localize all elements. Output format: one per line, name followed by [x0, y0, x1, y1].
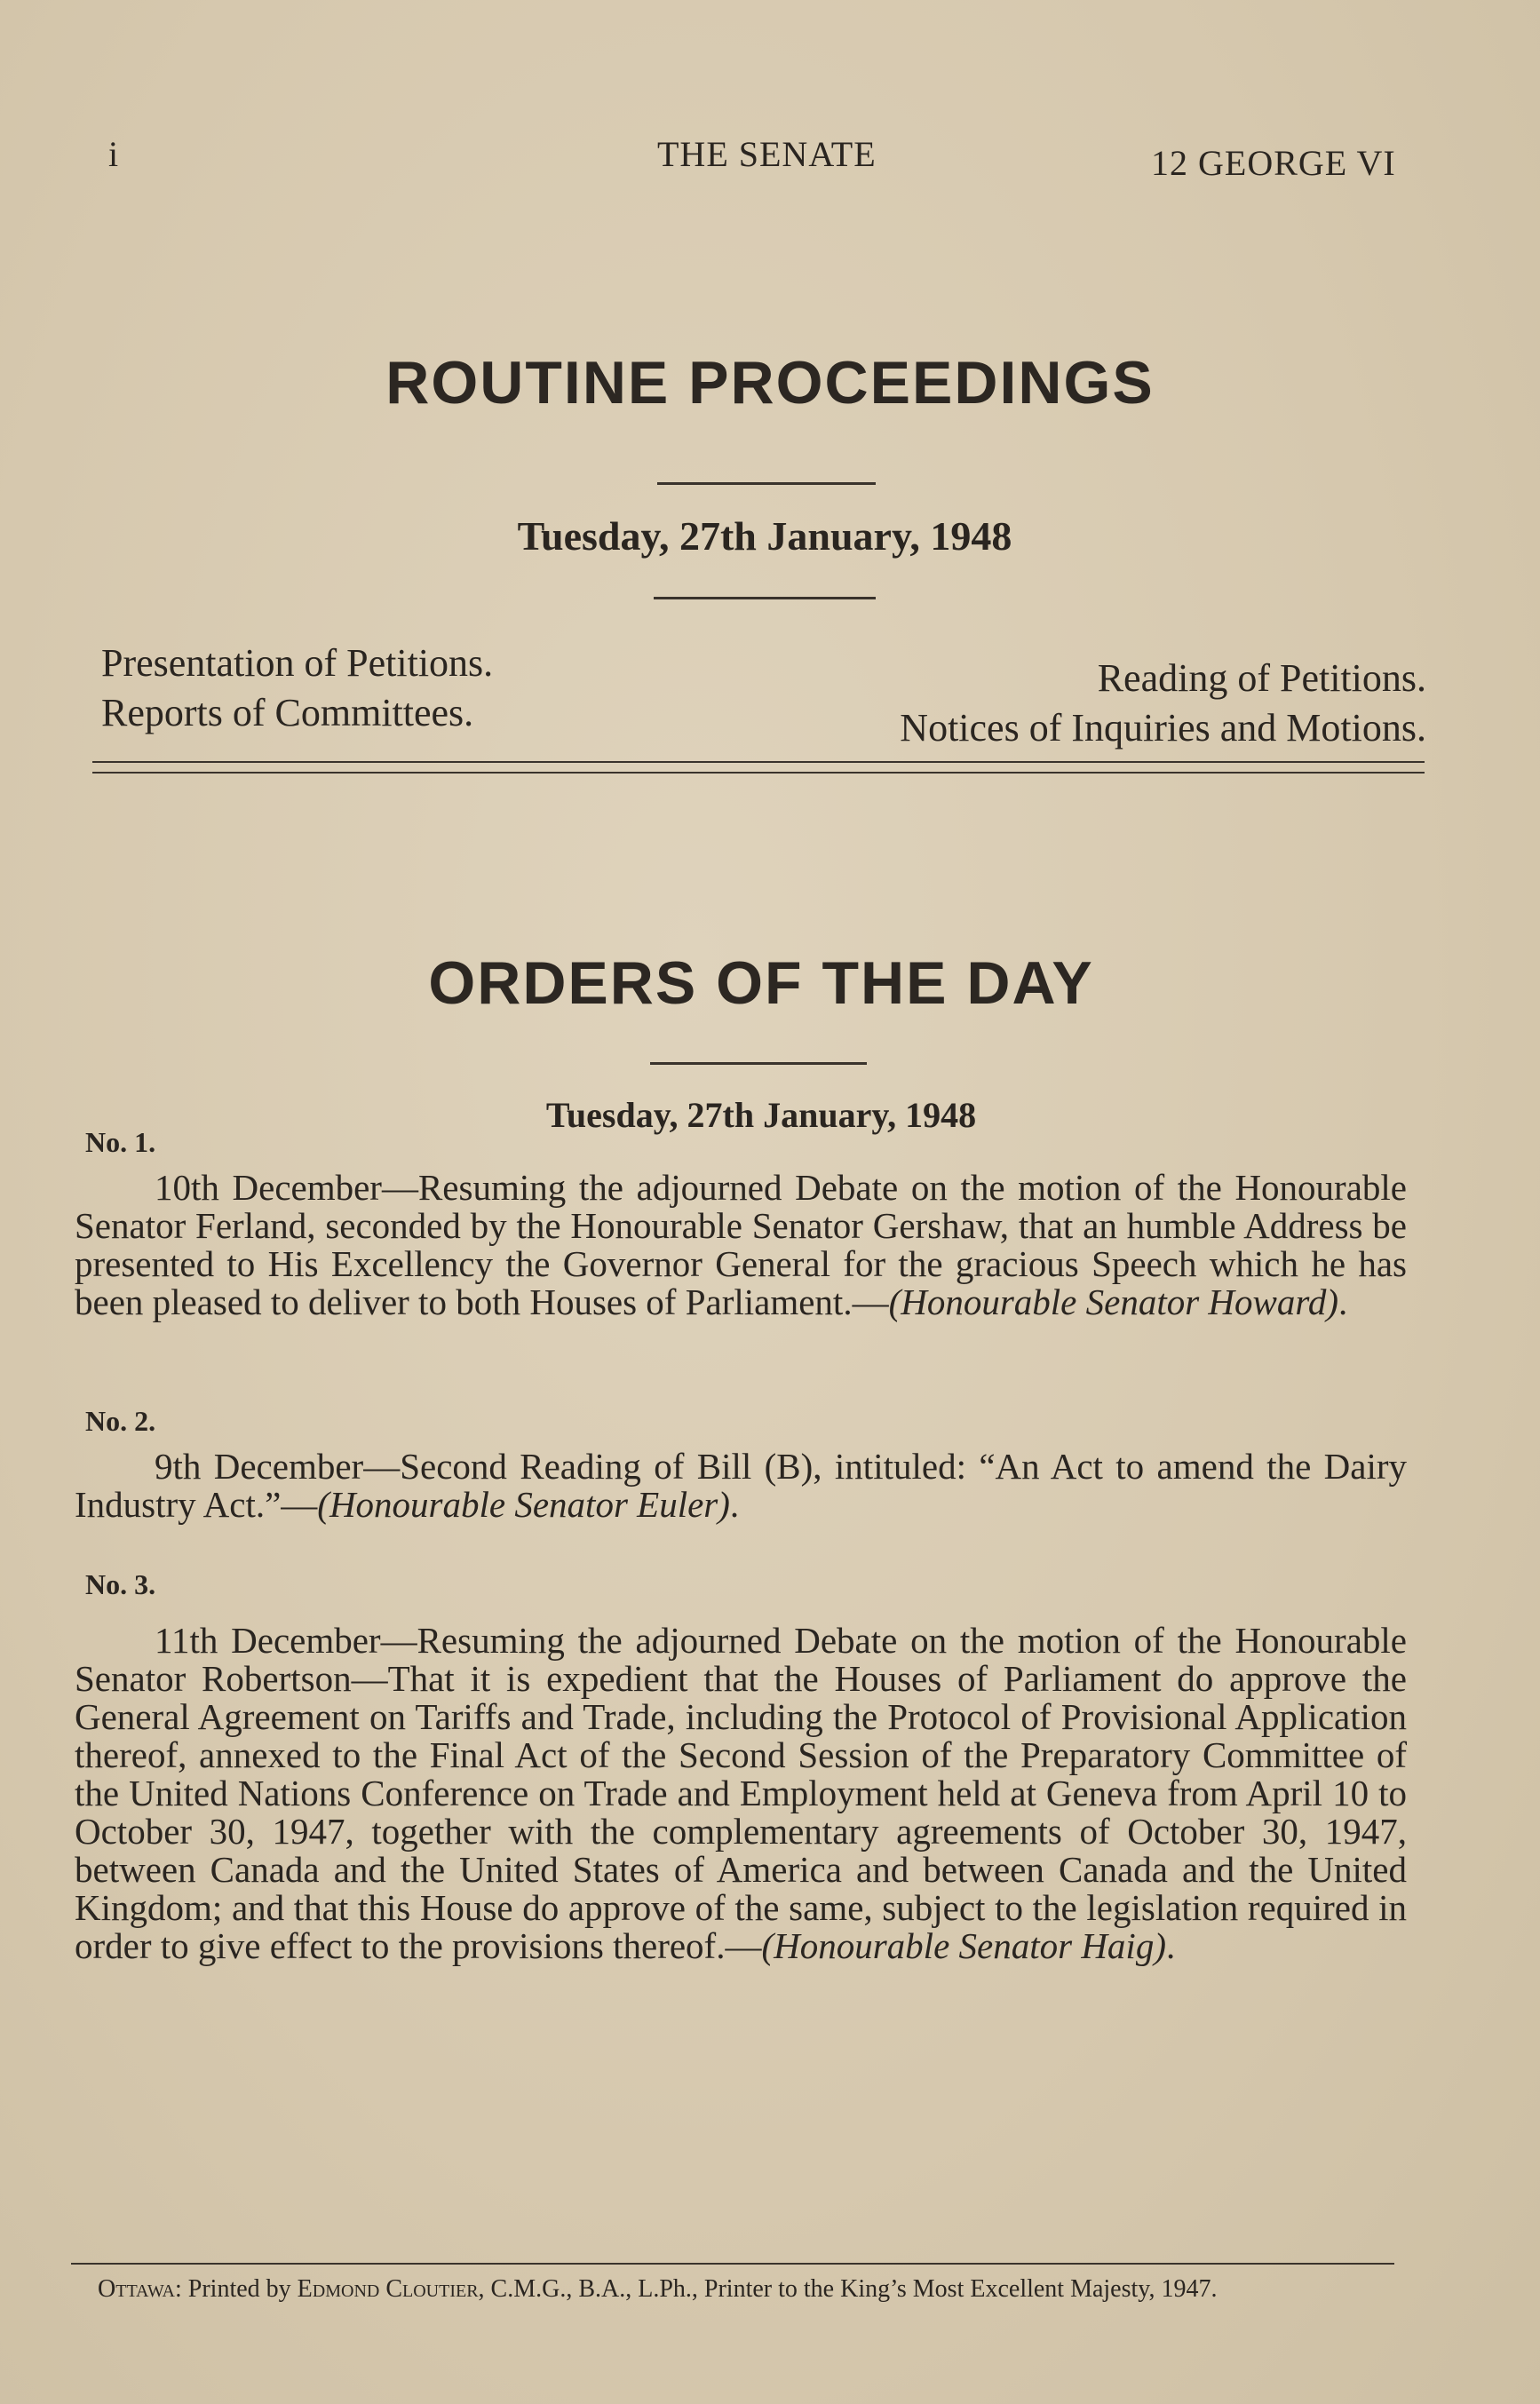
printer-imprint: Ottawa: Printed by Edmond Cloutier, C.M.G., B.A., L.Ph., Printer to the King’s Most Excellent Majesty, 1947. — [98, 2275, 1218, 2303]
order-item-body: 10th December—Resuming the adjourned Debate on the motion of the Honourable Senator Ferland, seconded by the Honourable Senator Gershaw, that an humble Address be presented to His Excellency the Governor General for the gracious Speech which he has been pleased to deliver to both Houses of Parliament.— — [75, 1167, 1407, 1322]
routine-items-right — [900, 654, 1426, 753]
page-marker: i — [108, 134, 119, 174]
order-item-attribution: (Honourable Senator Howard) — [888, 1281, 1338, 1322]
order-number: No. 2. — [85, 1405, 156, 1437]
divider — [650, 1062, 867, 1065]
order-number: No. 1. — [85, 1126, 156, 1158]
routine-item: Reading of Petitions. — [1097, 656, 1426, 700]
routine-proceedings-title: ROUTINE PROCEEDINGS — [385, 349, 1155, 417]
divider — [654, 597, 876, 599]
running-head-title: THE SENATE — [657, 134, 877, 174]
order-number: No. 3. — [85, 1568, 156, 1600]
orders-date: Tuesday, 27th January, 1948 — [545, 1095, 977, 1135]
routine-items-left — [101, 639, 493, 738]
imprint-place: Ottawa — [98, 2275, 175, 2303]
routine-item: Notices of Inquiries and Motions. — [900, 706, 1426, 750]
routine-item: Reports of Committees. — [101, 691, 474, 734]
order-item-body: 9th December—Second Reading of Bill (B), intituled: “An Act to amend the Dairy Industry Act.”— — [75, 1446, 1407, 1525]
orders-of-the-day-title: ORDERS OF THE DAY — [428, 949, 1094, 1017]
order-item-attribution: (Honourable Senator Haig) — [761, 1925, 1166, 1966]
footer-rule — [71, 2263, 1394, 2265]
order-item-text: 10th December—Resuming the adjourned Debate on the motion of the Honourable Senator Ferland, seconded by the Honourable Senator Gershaw, that an humble Address be presented to His Excellency the Governor General for the gracious Speech which he has been pleased to deliver to both Houses of Parliament.—(Honourable Senator Howard). — [75, 1167, 1407, 1322]
imprint-printer: Edmond Cloutier — [297, 2275, 479, 2303]
order-item-attribution: (Honourable Senator Euler) — [317, 1484, 730, 1525]
order-item-body: 11th December—Resuming the adjourned Debate on the motion of the Honourable Senator Robertson—That it is expedient that the Houses of Parliament do approve the General Agreement on Tariffs and Trade, including the Protocol of Provisional Application thereof, annexed to the Final Act of the Second Session of the Preparatory Committee of the United Nations Conference on Trade and Employment held at Geneva from April 10 to October 30, 1947, together with the complementary agreements of October 30, 1947, between Canada and the United States of America and between Canada and the United Kingdom; and that this House do approve of the same, subject to the legislation required in order to give effect to the provisions thereof.— — [75, 1620, 1407, 1966]
running-head-regnal-year: 12 GEORGE VI — [1151, 143, 1396, 183]
order-item-text: 9th December—Second Reading of Bill (B), intituled: “An Act to amend the Dairy Industry Act.”—(Honourable Senator Euler). — [75, 1446, 1407, 1525]
divider — [657, 482, 876, 485]
routine-date: Tuesday, 27th January, 1948 — [517, 513, 1012, 559]
order-item-text: 11th December—Resuming the adjourned Debate on the motion of the Honourable Senator Robertson—That it is expedient that the Houses of Parliament do approve the General Agreement on Tariffs and Trade, including the Protocol of Provisional Application thereof, annexed to the Final Act of the Second Session of the Preparatory Committee of the United Nations Conference on Trade and Employment held at Geneva from April 10 to October 30, 1947, together with the complementary agreements of October 30, 1947, between Canada and the United States of America and between Canada and the United Kingdom; and that this House do approve of the same, subject to the legislation required in order to give effect to the provisions thereof.—(Honourable Senator Haig). — [75, 1620, 1407, 1966]
section-double-rule — [92, 761, 1425, 774]
routine-item: Presentation of Petitions. — [101, 641, 494, 685]
